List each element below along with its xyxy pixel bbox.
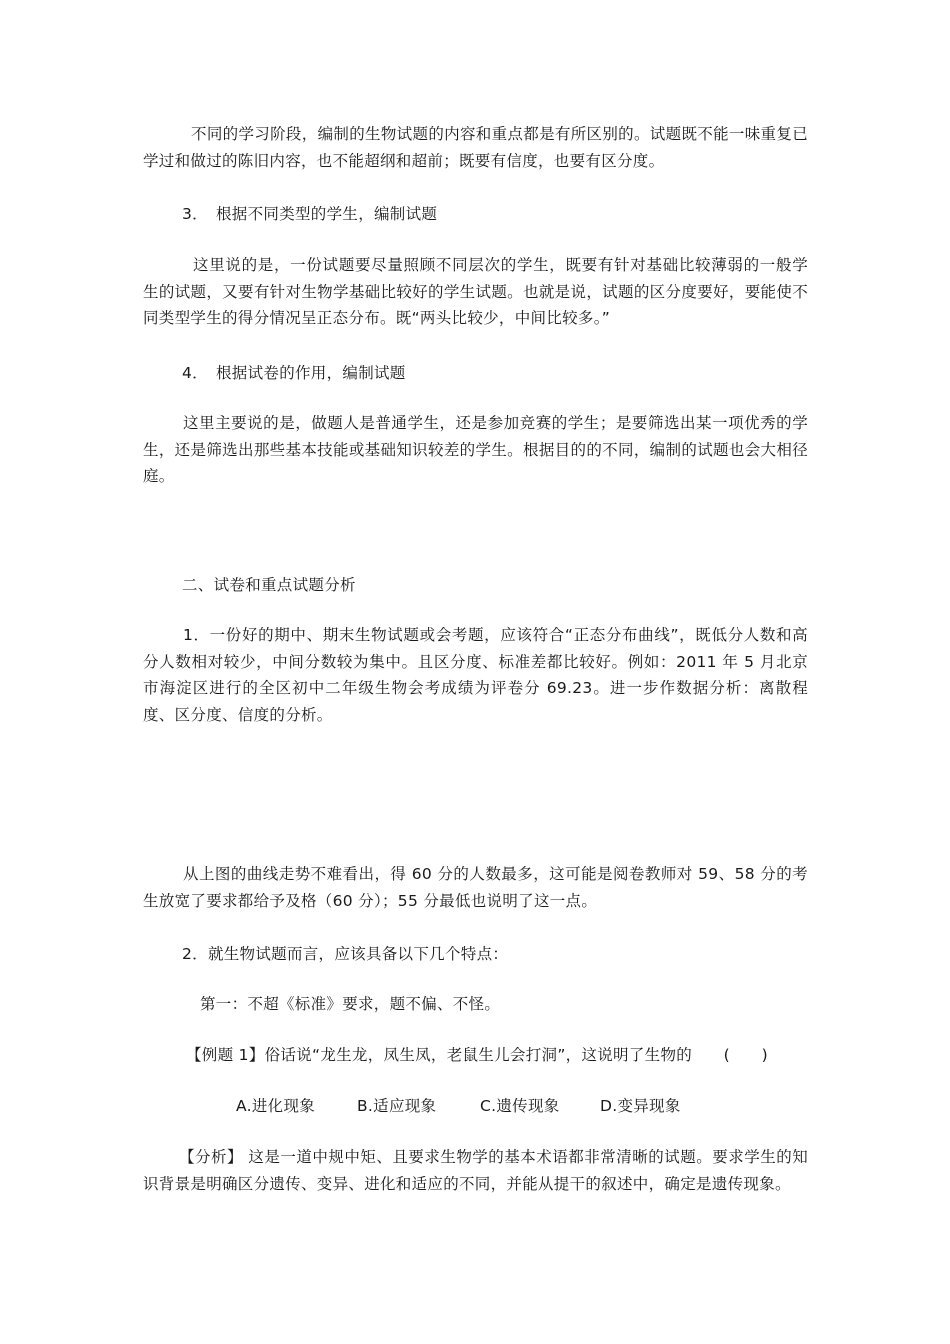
heading-features: 2．就生物试题而言，应该具备以下几个特点：	[182, 945, 509, 963]
answer-option-d: D.变异现象	[600, 1097, 681, 1115]
example-question-1: 【例题 1】俗话说“龙生龙，凤生凤，老鼠生儿会打洞”，这说明了生物的 ( )	[186, 1046, 768, 1064]
paragraph-exam-purpose: 这里主要说的是，做题人是普通学生，还是参加竞赛的学生；是要筛选出某一项优秀的学生，还是筛选出那些基本技能或基础知识较差的学生。根据目的的不同，编制的试题也会大相径庭。	[143, 414, 808, 485]
answer-option-b: B.适应现象	[357, 1097, 437, 1115]
paragraph-curve-trend: 从上图的曲线走势不难看出，得 60 分的人数最多，这可能是阅卷教师对 59、58 分的考生放宽了要求都给予及格（60 分）；55 分最低也说明了这一点。	[143, 865, 808, 910]
answer-option-c: C.遗传现象	[480, 1097, 560, 1115]
feature-first: 第一：不超《标准》要求，题不偏、不怪。	[200, 995, 501, 1013]
section-heading-analysis: 二、试卷和重点试题分析	[182, 576, 356, 594]
answer-option-a: A.进化现象	[236, 1097, 316, 1115]
paragraph-normal-distribution: 1．一份好的期中、期末生物试题或会考题，应该符合“正态分布曲线”，既低分人数和高分人数相对较少，中间分数较为集中。且区分度、标准差都比较好。例如：2011 年 5 月北京市海淀区进行的全区初中二年级生物会考成绩为评卷分 69.23。进一步作数据分析：离散程度、区分度、信度的分析。	[143, 626, 808, 724]
paragraph-analysis: 【分析】 这是一道中规中矩、且要求生物学的基本术语都非常清晰的试题。要求学生的知识背景是明确区分遗传、变异、进化和适应的不同，并能从提干的叙述中，确定是遗传现象。	[143, 1148, 808, 1193]
heading-item-4: 4． 根据试卷的作用，编制试题	[182, 364, 406, 382]
paragraph-learning-stages: 不同的学习阶段，编制的生物试题的内容和重点都是有所区别的。试题既不能一味重复已学过和做过的陈旧内容，也不能超纲和超前；既要有信度，也要有区分度。	[143, 125, 808, 170]
paragraph-student-types: 这里说的是，一份试题要尽量照顾不同层次的学生，既要有针对基础比较薄弱的一般学生的试题，又要有针对生物学基础比较好的学生试题。也就是说，试题的区分度要好，要能使不同类型学生的得分情况呈正态分布。既“两头比较少，中间比较多。”	[143, 256, 808, 327]
heading-item-3: 3． 根据不同类型的学生，编制试题	[182, 205, 438, 223]
